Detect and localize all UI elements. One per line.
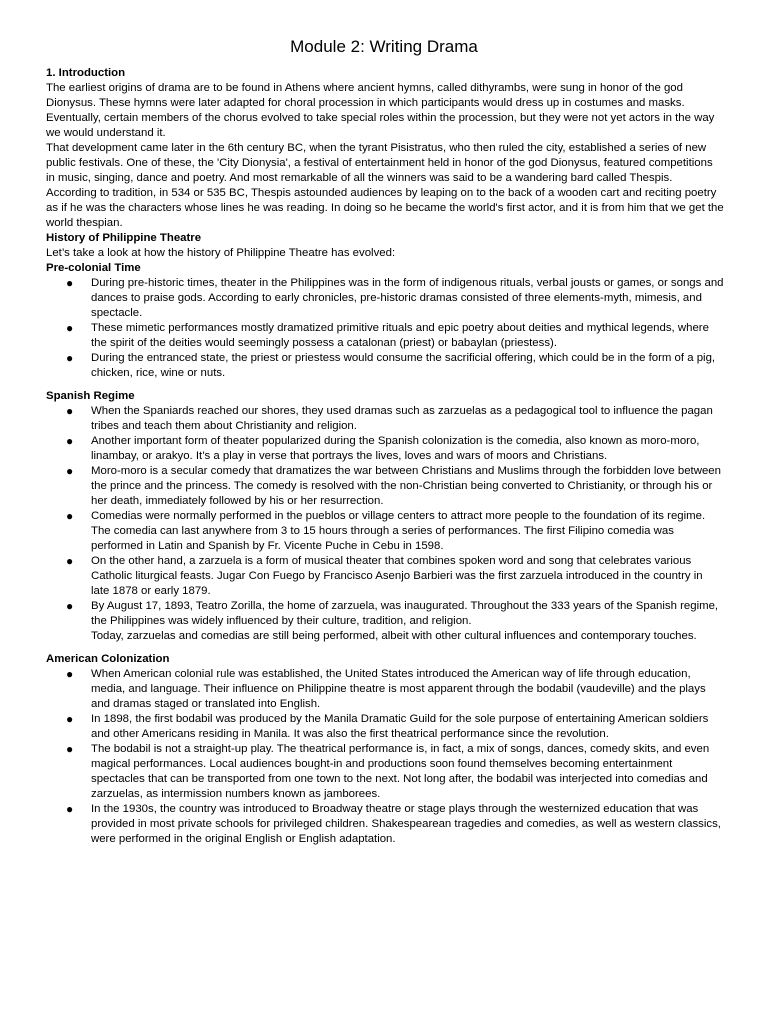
bullet-icon: ● [66,742,74,756]
history-heading: History of Philippine Theatre [46,232,202,244]
bullet-icon: ● [66,667,74,681]
bullet-icon: ● [66,321,74,335]
list-item-text: Another important form of theater popularized during the Spanish colonization is the comedia, also known as moro-moro, linambay, or arakyo. It’s a play in verse that portrays the lives, loves and wars of moors and Christians. [91,435,700,462]
document-title: Module 2: Writing Drama [290,37,478,56]
list-item-text: In 1898, the first bodabil was produced by the Manila Dramatic Guild for the sole purpose of entertaining American soldiers and other Americans residing in Manila. It was also the first theatrical performance since the revolution. [91,713,709,740]
bullet-icon: ● [66,351,74,365]
list-item [46,742,724,802]
list-item-text: These mimetic performances mostly dramatized primitive rituals and epic poetry about deities and mythical legends, where the spirit of the deities would seemingly possess a catalonan (priest) or babaylan (priestess). [91,322,709,349]
list-item-text: Comedias were normally performed in the pueblos or village centers to attract more people to the foundation of its regime. The comedia can last anywhere from 3 to 15 hours through a series of performances. The first Filipino comedia was performed in Latin and Spanish by Fr. Vicente Puche in Cebu in 1598. [91,510,706,552]
intro-heading: 1. Introduction [46,67,126,79]
list-item [46,351,724,381]
bullet-icon: ● [66,599,74,613]
bullet-icon: ● [66,712,74,726]
list-item [46,802,724,847]
list-item-text: When the Spaniards reached our shores, they used dramas such as zarzuelas as a pedagogical tool to influence the pagan tribes and teach them about Christianity and religion. [91,405,713,432]
intro-paragraph: According to tradition, in 534 or 535 BC, Thespis astounded audiences by leaping on to the back of a wooden cart and reciting poetry as if he was the characters whose lines he was reading. In doing so he became the world's first actor, and it is from him that we get the world thespian. [46,187,724,229]
list-item [46,321,724,351]
document-body [46,66,724,855]
bullet-icon: ● [66,554,74,568]
list-item-text: Moro-moro is a secular comedy that dramatizes the war between Christians and Muslims through the forbidden love between the prince and the princess. The comedy is resolved with the non-Christian being converted to Christianity, or through his or her death, immediately followed by his or her resurrection. [91,465,721,507]
list-item-text: In the 1930s, the country was introduced to Broadway theatre or stage plays through the westernized education that was provided in most private schools for privileged children. Shakespearean tragedies and comedies, as well as western classics, were performed in the original English or English adaptation. [91,803,721,845]
list-item-text: During the entranced state, the priest or priestess would consume the sacrificial offering, which could be in the form of a pig, chicken, rice, wine or nuts. [91,352,716,379]
intro-paragraph: That development came later in the 6th century BC, when the tyrant Pisistratus, who then ruled the city, established a series of new public festivals. One of these, the 'City Dionysia', a festival of entertainment held in honor of the god Dionysus, featured competitions in music, singing, dance and poetry. And most remarkable of all the winners was said to be a wandering bard called Thespis. [46,142,713,184]
section-heading-american: American Colonization [46,653,170,665]
section-heading-spanish: Spanish Regime [46,390,135,402]
list-item [46,599,724,644]
intro-paragraph: The earliest origins of drama are to be found in Athens where ancient hymns, called dithyrambs, were sung in honor of the god Dionysus. These hymns were later adapted for choral procession in which participants would dress up in costumes and masks. Eventually, certain members of the chorus evolved to take special roles within the procession, but they were not yet actors in the way we would understand it. [46,82,715,139]
bullet-icon: ● [66,464,74,478]
bullet-icon: ● [66,509,74,523]
spanish-list [46,404,724,644]
bullet-icon: ● [66,434,74,448]
list-item-text: On the other hand, a zarzuela is a form of musical theater that combines spoken word and song that celebrates various Catholic liturgical feasts. Jugar Con Fuego by Francisco Asenjo Barbieri was the first zarzuela introduced in the country in late 1878 or early 1879. [91,555,703,597]
list-item-text: During pre-historic times, theater in the Philippines was in the form of indigenous rituals, verbal jousts or games, or songs and dances to praise gods. According to early chronicles, pre-historic dramas consisted of three elements-myth, mimesis, and spectacle. [91,277,724,319]
list-item [46,276,724,321]
list-item [46,464,724,509]
list-item [46,667,724,712]
section-heading-precolonial: Pre-colonial Time [46,262,141,274]
bullet-icon: ● [66,802,74,816]
list-item-text: By August 17, 1893, Teatro Zorilla, the home of zarzuela, was inaugurated. Throughout the 333 years of the Spanish regime, the Philippines was widely influenced by their culture, tradition, and religion. [91,600,719,627]
bullet-icon: ● [66,404,74,418]
list-item [46,434,724,464]
american-list [46,667,724,847]
list-item [46,554,724,599]
list-item [46,509,724,554]
list-item [46,404,724,434]
list-item-continuation: Today, zarzuelas and comedias are still being performed, albeit with other cultural influences and contemporary touches. [91,630,697,642]
list-item-text: The bodabil is not a straight-up play. The theatrical performance is, in fact, a mix of songs, dances, comedy skits, and even magical performances. Local audiences bought-in and productions soon found themselves becoming entertainment spectacles that can be transported from one town to the next. Not long after, the bodabil was interjected into comedias and zarzuelas, as intermission numbers known as jamborees. [91,743,710,800]
list-item [46,712,724,742]
history-lead: Let’s take a look at how the history of Philippine Theatre has evolved: [46,247,396,259]
precolonial-list [46,276,724,381]
bullet-icon: ● [66,276,74,290]
list-item-text: When American colonial rule was established, the United States introduced the American way of life through education, media, and language. Their influence on Philippine theatre is most apparent through the bodabil (vaudeville) and the plays and dramas staged or translated into English. [91,668,706,710]
